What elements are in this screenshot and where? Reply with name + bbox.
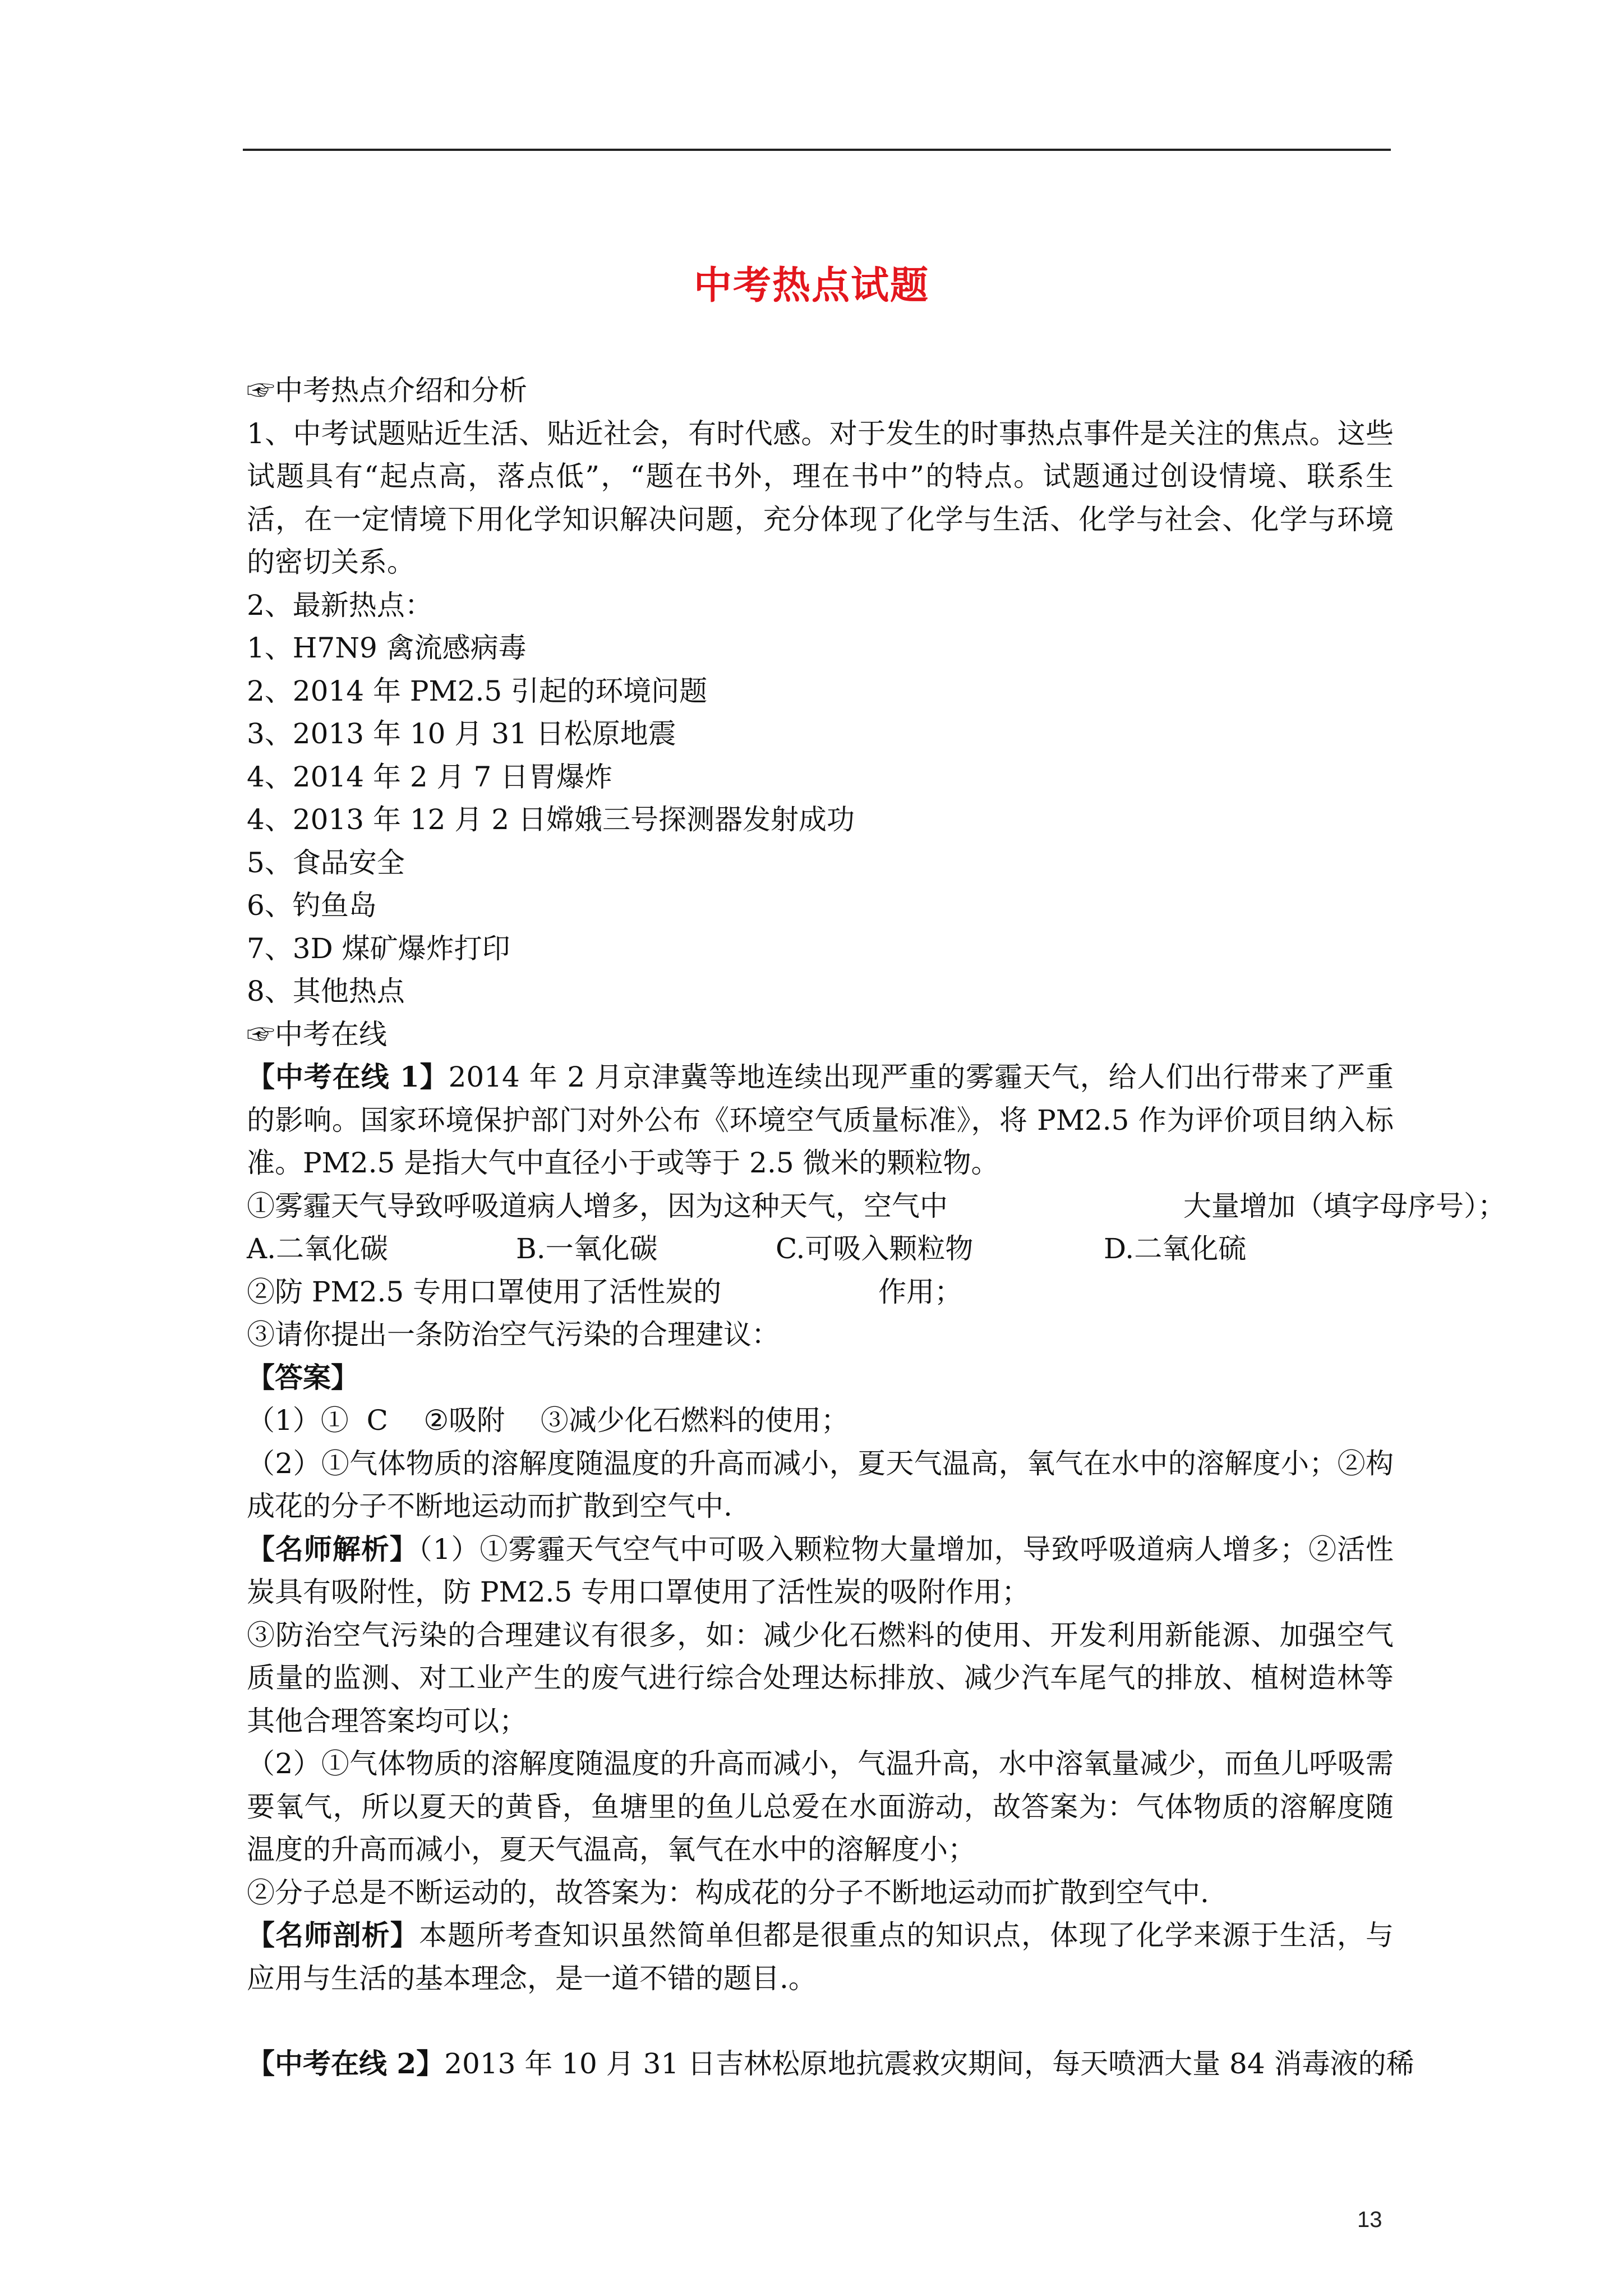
hotspot-item: 7、3D 煤矿爆炸打印 bbox=[247, 932, 510, 965]
hotspot-item: 2、2014 年 PM2.5 引起的环境问题 bbox=[247, 674, 708, 707]
hotspot-item: 8、其他热点 bbox=[247, 975, 405, 1007]
answer-line: （1）① C ②吸附 ③减少化石燃料的使用； bbox=[247, 1404, 849, 1437]
option-a: A.二氧化碳 bbox=[247, 1232, 389, 1265]
part-1-suffix: 大量增加（填字母序号）； bbox=[1183, 1189, 1506, 1222]
question-1-part-1 bbox=[247, 1185, 1506, 1228]
hotspots-heading: 2、最新热点： bbox=[247, 588, 433, 622]
answer-line: （2）①气体物质的溶解度随温度的升高而减小，夏天气温高，氧气在水中的溶解度小；②构成花的分子不断地运动而扩散到空气中. bbox=[247, 1447, 1394, 1522]
question-1-stem bbox=[247, 1056, 1394, 1185]
part-2-prompt: ②防 PM2.5 专用口罩使用了活性炭的 bbox=[247, 1275, 722, 1308]
hotspot-item: 5、食品安全 bbox=[247, 846, 405, 879]
header-rule bbox=[243, 149, 1391, 151]
option-d: D.二氧化硫 bbox=[1104, 1232, 1247, 1265]
question-1-part-2 bbox=[247, 1271, 1394, 1314]
question-1-options bbox=[247, 1227, 1394, 1271]
analysis-text: （1）①雾霾天气空气中可吸入颗粒物大量增加，导致呼吸道病人增多；②活性炭具有吸附性，防 PM2.5 专用口罩使用了活性炭的吸附作用； bbox=[247, 1533, 1394, 1608]
question-1-label: 【中考在线 1】 bbox=[247, 1060, 449, 1093]
hotspot-item: 6、钓鱼岛 bbox=[247, 889, 377, 922]
hotspot-item: 4、2014 年 2 月 7 日胃爆炸 bbox=[247, 760, 613, 793]
option-b: B.一氧化碳 bbox=[516, 1232, 658, 1265]
commentary-paragraph bbox=[247, 1914, 1394, 2000]
option-c: C.可吸入颗粒物 bbox=[776, 1232, 974, 1265]
page-number: 13 bbox=[1357, 2207, 1382, 2232]
analysis-label: 【名师解析】 bbox=[247, 1532, 418, 1566]
question-2-stem bbox=[247, 2042, 1414, 2086]
analysis-line: ②分子总是不断运动的，故答案为：构成花的分子不断地运动而扩散到空气中. bbox=[247, 1876, 1209, 1909]
commentary-label: 【名师剖析】 bbox=[247, 1918, 419, 1952]
question-1-text: 2014 年 2 月京津冀等地连续出现严重的雾霾天气，给人们出行带来了严重的影响。国家环境保护部门对外公布《环境空气质量标准》，将 PM2.5 作为评价项目纳入标准。PM2.5 是指大气中直径小于或等于 2.5 微米的颗粒物。 bbox=[247, 1061, 1394, 1179]
question-2-label: 【中考在线 2】 bbox=[247, 2047, 445, 2080]
spacer bbox=[247, 2000, 1394, 2042]
question-1-part-3: ③请你提出一条防治空气污染的合理建议： bbox=[247, 1318, 780, 1351]
answer-heading: 【答案】 bbox=[247, 1360, 359, 1394]
part-1-prompt: ①雾霾天气导致呼吸道病人增多，因为这种天气，空气中 bbox=[247, 1189, 948, 1222]
hotspot-item: 4、2013 年 12 月 2 日嫦娥三号探测器发射成功 bbox=[247, 803, 855, 836]
analysis-paragraph bbox=[247, 1528, 1394, 1614]
online-heading: ☞中考在线 bbox=[247, 1018, 387, 1051]
hotspot-item: 3、2013 年 10 月 31 日松原地震 bbox=[247, 717, 676, 750]
hotspot-item: 1、H7N9 禽流感病毒 bbox=[247, 632, 527, 664]
question-2-text: 2013 年 10 月 31 日吉林松原地抗震救灾期间，每天喷洒大量 84 消毒液的稀 bbox=[444, 2047, 1414, 2080]
analysis-line: （2）①气体物质的溶解度随温度的升高而减小，气温升高，水中溶氧量减少，而鱼儿呼吸需要氧气，所以夏天的黄昏，鱼塘里的鱼儿总爱在水面游动，故答案为：气体物质的溶解度随温度的升高而减小，夏天气温高，氧气在水中的溶解度小； bbox=[247, 1747, 1394, 1866]
analysis-line: ③防治空气污染的合理建议有很多，如：减少化石燃料的使用、开发利用新能源、加强空气质量的监测、对工业产生的废气进行综合处理达标排放、减少汽车尾气的排放、植树造林等其他合理答案均可以； bbox=[247, 1618, 1394, 1737]
page-title: 中考热点试题 bbox=[693, 264, 929, 308]
commentary-text: 本题所考查知识虽然简单但都是很重点的知识点，体现了化学来源于生活，与应用与生活的基本理念，是一道不错的题目.。 bbox=[247, 1919, 1394, 1995]
part-2-suffix: 作用； bbox=[878, 1275, 963, 1308]
document-body bbox=[247, 369, 1506, 2086]
intro-heading: ☞中考热点介绍和分析 bbox=[247, 374, 527, 407]
intro-paragraph: 1、中考试题贴近生活、贴近社会，有时代感。对于发生的时事热点事件是关注的焦点。这些试题具有“起点高，落点低”，“题在书外，理在书中”的特点。试题通过创设情境、联系生活，在一定情境下用化学知识解决问题，充分体现了化学与生活、化学与社会、化学与环境的密切关系。 bbox=[247, 417, 1394, 578]
